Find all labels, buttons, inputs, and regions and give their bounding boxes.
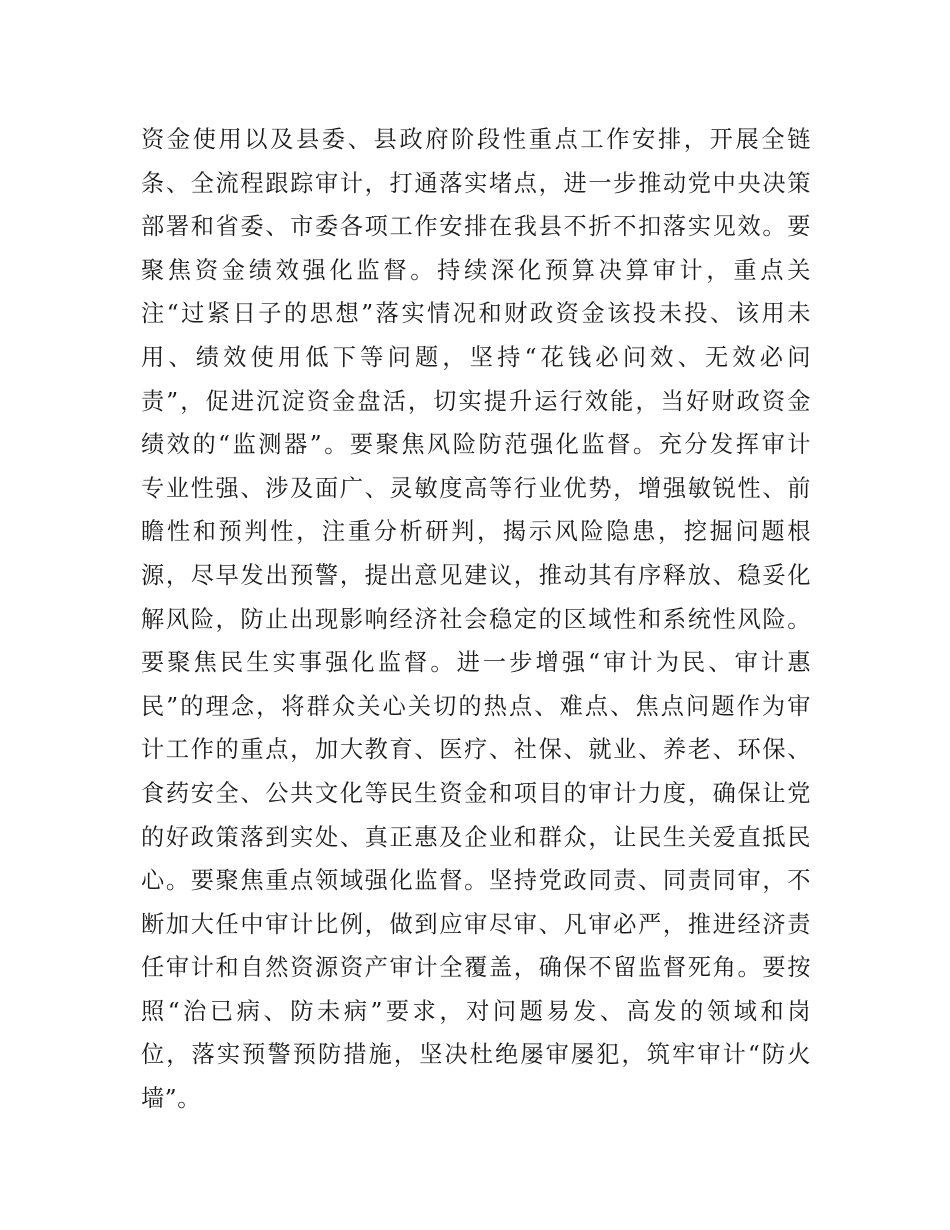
text-line: 任审计和自然资源资产审计全覆盖，确保不留监督死角。要按 [141,954,811,982]
text-line: 要聚焦民生实事强化监督。进一步增强“审计为民、审计惠 [141,649,811,677]
text-line: 专业性强、涉及面广、灵敏度高等行业优势，增强敏锐性、前 [141,474,811,502]
text-line: 部署和省委、市委各项工作安排在我县不折不扣落实见效。要 [141,213,811,241]
text-line: 墙”。 [141,1085,202,1113]
text-line: 条、全流程跟踪审计，打通落实堵点，进一步推动党中央决策 [141,169,811,197]
text-line: 断加大任中审计比例，做到应审尽审、凡审必严，推进经济责 [141,910,811,938]
text-line: 源，尽早发出预警，提出意见建议，推动其有序释放、稳妥化 [141,561,811,589]
text-line: 用、绩效使用低下等问题，坚持“花钱必问效、无效必问 [141,343,811,371]
text-line: 位，落实预警预防措施，坚决杜绝屡审屡犯，筑牢审计“防火 [141,1041,811,1069]
text-line: 照“治已病、防未病”要求，对问题易发、高发的领域和岗 [141,997,811,1025]
text-line: 责”，促进沉淀资金盘活，切实提升运行效能，当好财政资金 [141,387,811,415]
body-paragraph [141,118,811,1121]
text-line: 瞻性和预判性，注重分析研判，揭示风险隐患，挖掘问题根 [141,518,811,546]
text-line: 解风险，防止出现影响经济社会稳定的区域性和系统性风险。 [141,605,811,633]
text-line: 计工作的重点，加大教育、医疗、社保、就业、养老、环保、 [141,736,811,764]
text-line: 心。要聚焦重点领域强化监督。坚持党政同责、同责同审，不 [141,867,811,895]
text-line: 的好政策落到实处、真正惠及企业和群众，让民生关爱直抵民 [141,823,811,851]
text-line: 民”的理念，将群众关心关切的热点、难点、焦点问题作为审 [141,692,811,720]
text-line: 聚焦资金绩效强化监督。持续深化预算决算审计，重点关 [141,256,811,284]
text-line: 食药安全、公共文化等民生资金和项目的审计力度，确保让党 [141,779,811,807]
text-line: 资金使用以及县委、县政府阶段性重点工作安排，开展全链 [141,126,811,153]
text-line: 注“过紧日子的思想”落实情况和财政资金该投未投、该用未 [141,300,811,328]
text-line: 绩效的“监测器”。要聚焦风险防范强化监督。充分发挥审计 [141,431,811,459]
